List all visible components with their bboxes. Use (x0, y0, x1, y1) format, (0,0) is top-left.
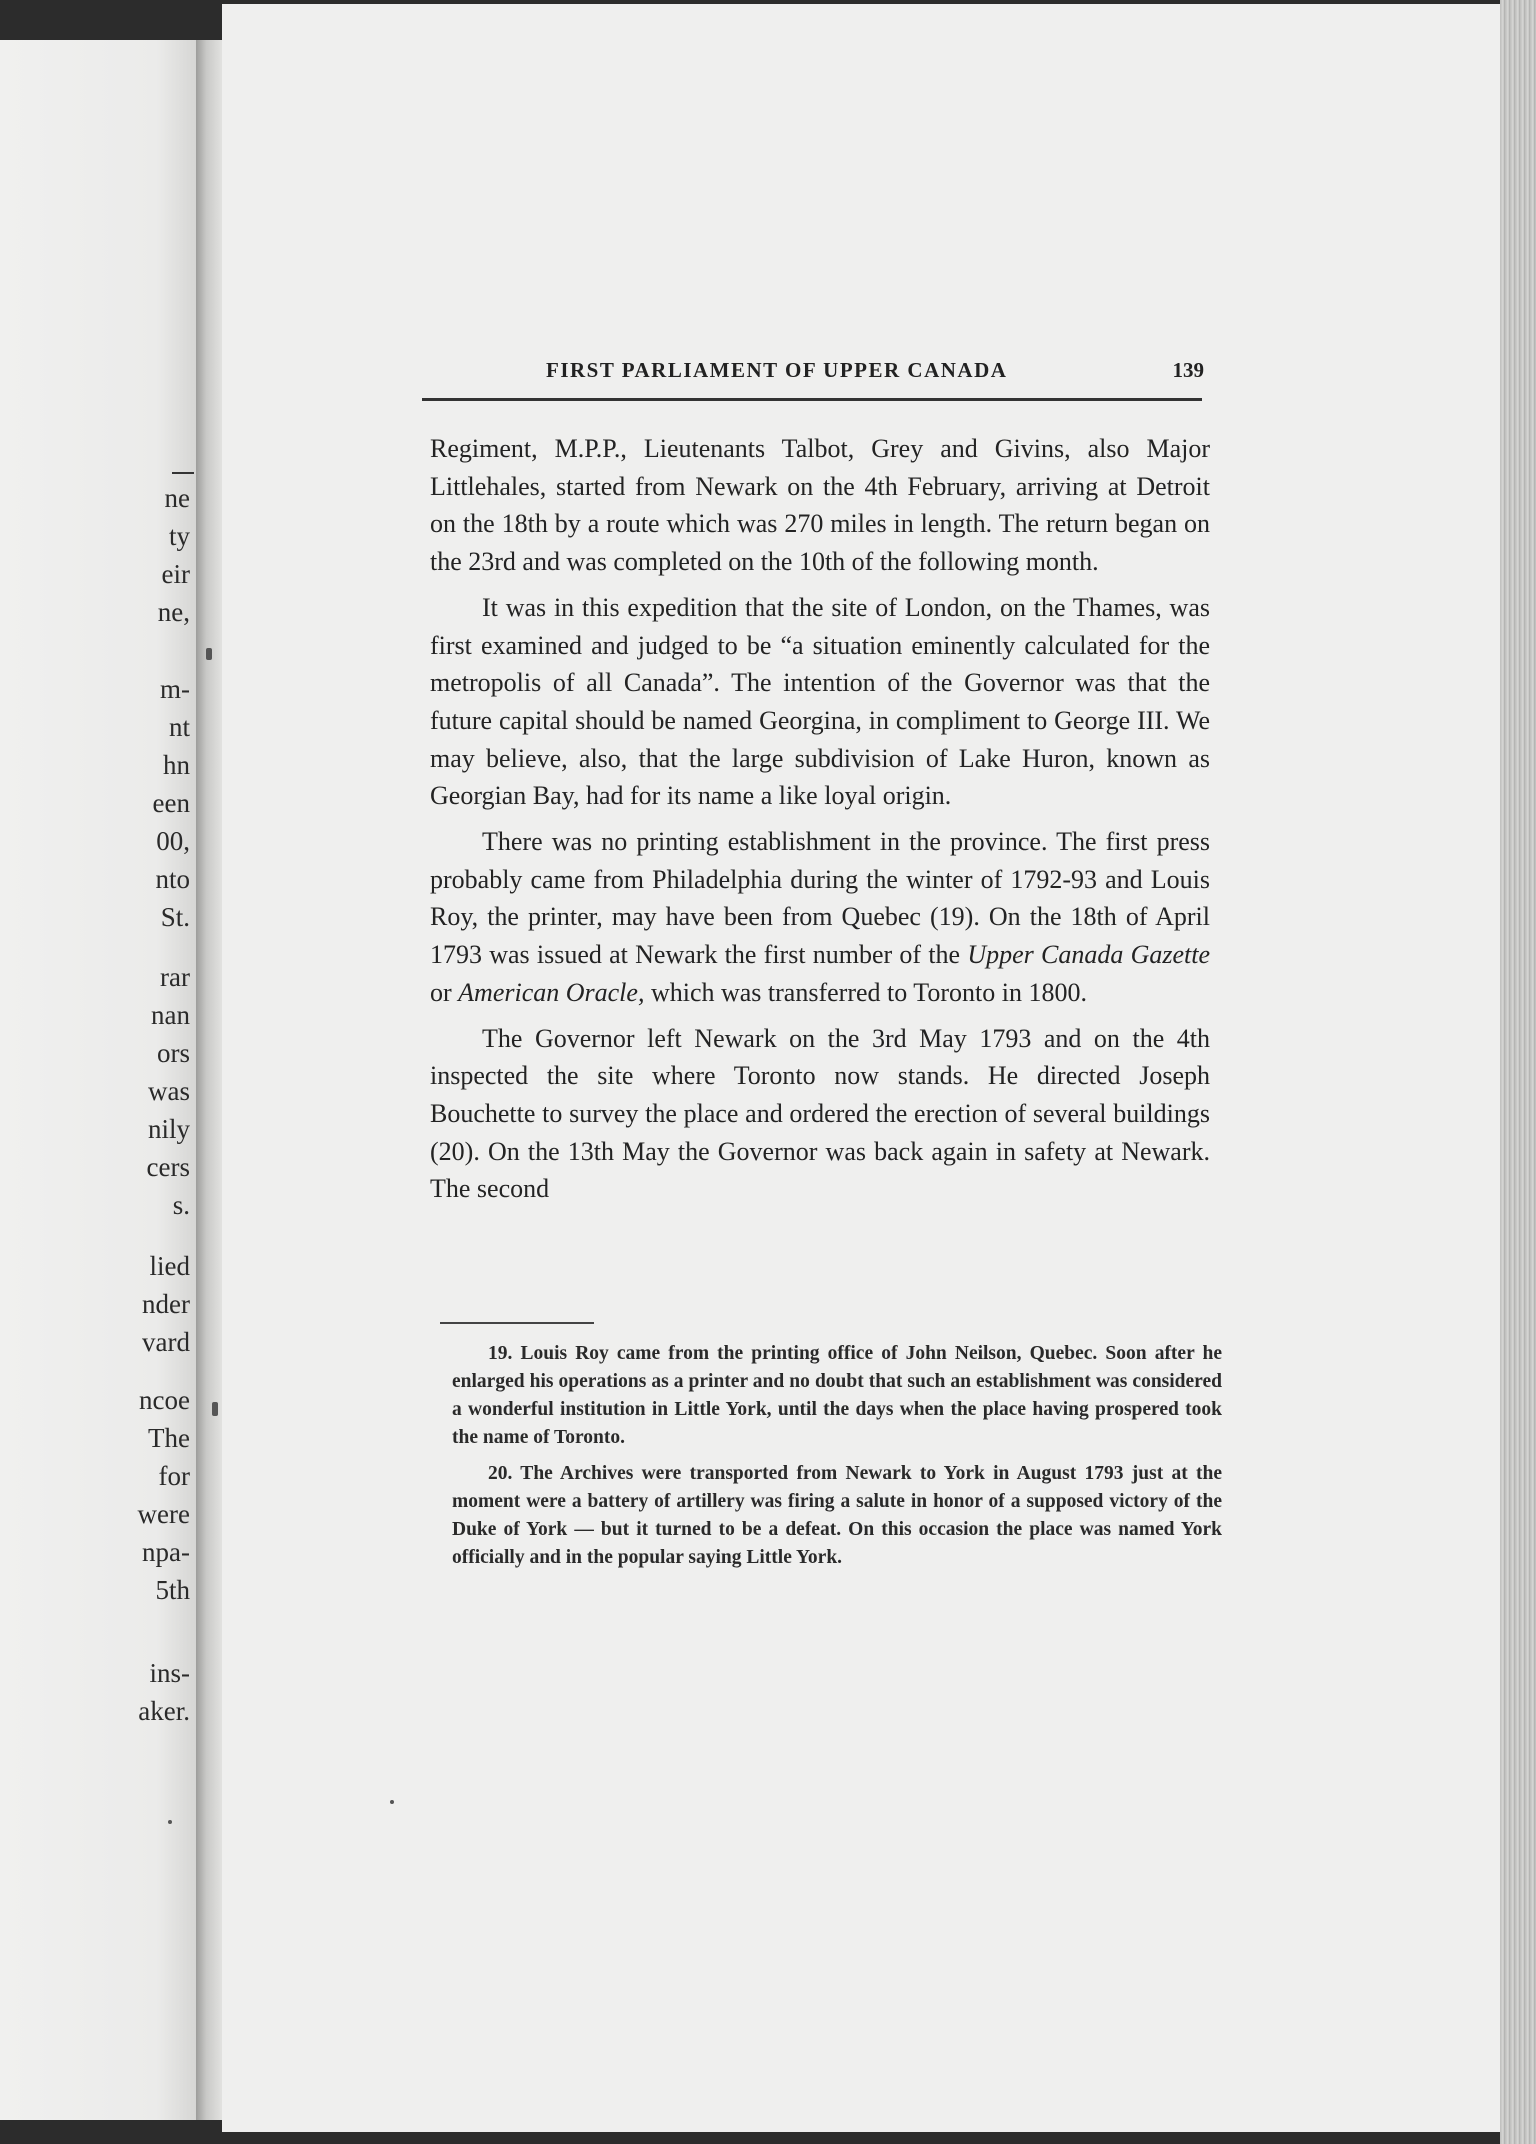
left-page-fragment: vard (142, 1327, 190, 1357)
body-paragraph (430, 823, 1210, 1012)
left-page-fragment: 5th (155, 1575, 190, 1605)
left-page-fragment: s. (172, 1190, 190, 1220)
left-page-fragment: St. (160, 902, 190, 932)
body-paragraph: Regiment, M.P.P., Lieutenants Talbot, Grey and Givins, also Major Littlehales, started from Newark on the 4th February, arriving at Detroit on the 18th by a route which was 270 miles in length. The return began on the 23rd and was completed on the 10th of the following month. (430, 434, 1210, 577)
running-head (546, 350, 1204, 390)
footnote-20: 20. The Archives were transported from Newark to York in August 1793 just at the moment were a battery of artillery was firing a salute in honor of a supposed victory of the Duke of York — but it turned to be a defeat. On this occasion the place was named York officially and in the popular saying Little York. (452, 1463, 1222, 1568)
left-page-fragment: een (152, 788, 190, 818)
left-page-fragment: was (148, 1076, 190, 1106)
paragraph-text: There was no printing establishment in the province. The first press probably came from Philadelphia during the winter of 1792-93 and Louis Roy, the printer, may have been from Quebec (19). On the 18th of April 1793 was issued at Newark the first number of the (430, 827, 1210, 970)
scan-speck (168, 1820, 172, 1824)
page-number: 139 (1172, 358, 1204, 382)
left-facing-page (0, 40, 196, 2120)
left-page-fragment: ne, (157, 597, 190, 627)
left-page-fragment: ins- (149, 1658, 190, 1688)
left-page-fragment: 00, (156, 826, 190, 856)
body-paragraph: The Governor left Newark on the 3rd May 1793 and on the 4th inspected the site where Toronto now stands. He directed Joseph Bouchette to survey the place and ordered the erection of several buildings (20). On the 13th May the Governor was back again in safety at Newark. The second (430, 1023, 1210, 1204)
left-page-fragment: lied (149, 1251, 190, 1281)
left-page-fragment: eir (161, 559, 190, 589)
scan-speck (390, 1800, 394, 1804)
scan-speck (206, 648, 212, 660)
book-gutter (196, 40, 222, 2120)
left-page-fragment: nan (151, 1000, 190, 1030)
left-page-fragment: nt (168, 712, 190, 742)
left-page-fragment: aker. (138, 1696, 190, 1726)
running-head-rule (422, 398, 1202, 401)
body-text (430, 430, 1210, 1208)
left-page-fragment: ors (157, 1038, 190, 1068)
left-page-fragment: ne (164, 483, 190, 513)
left-page-fragment: rar (160, 962, 190, 992)
scan-speck (212, 1402, 218, 1416)
running-head-title: FIRST PARLIAMENT OF UPPER CANADA (546, 358, 1008, 382)
left-page-fragment: nily (147, 1114, 190, 1144)
left-page-fragment: cers (146, 1152, 190, 1182)
footnote-19: 19. Louis Roy came from the printing office of John Neilson, Quebec. Soon after he enlarged his operations as a printer and no doubt that such an establishment was considered a wonderful institution in Little York, until the days when the place having prospered took the name of Toronto. (452, 1343, 1222, 1448)
footnotes (452, 1340, 1222, 1580)
left-page-fragment: for (158, 1461, 190, 1491)
newspaper-title: American Oracle, (458, 977, 645, 1007)
left-page-rule (172, 472, 194, 474)
left-page-fragment: m- (160, 674, 190, 704)
paragraph-text: or (430, 977, 459, 1007)
newspaper-title: Upper Canada Gazette (967, 940, 1210, 970)
left-page-fragment: nder (142, 1289, 190, 1319)
left-page-fragment: nto (155, 864, 190, 894)
left-page-fragment: hn (163, 750, 190, 780)
left-page-fragment: npa- (142, 1537, 190, 1567)
left-page-fragment: The (148, 1423, 190, 1453)
paragraph-text: which was transferred to Toronto in 1800. (644, 977, 1087, 1007)
body-paragraph: It was in this expedition that the site of London, on the Thames, was first examined and judged to be “a situation eminently calculated for the metropolis of all Canada”. The intention of the Governor was that the future capital should be named Georgina, in compliment to George III. We may believe, also, that the large subdivision of Lake Huron, known as Georgian Bay, had for its name a like loyal origin. (430, 592, 1210, 811)
left-page-fragment: ty (168, 521, 190, 551)
footnote-rule (440, 1322, 594, 1324)
left-page-fragment: were (137, 1499, 190, 1529)
left-page-fragment: ncoe (139, 1385, 190, 1415)
page-edges (1500, 0, 1536, 2144)
